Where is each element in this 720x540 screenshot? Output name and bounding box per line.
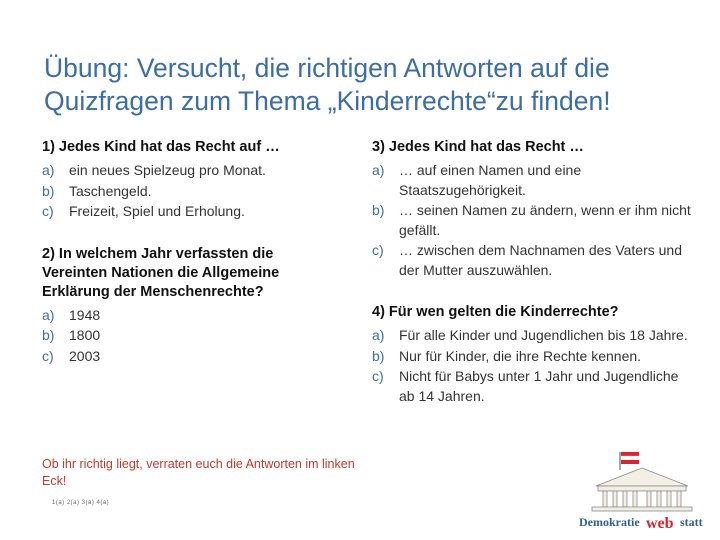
question-2-text: 2) In welchem Jahr verfassten die Vereinten Nationen die Allgemeine Erklärung der Menschenrechte?: [42, 245, 280, 300]
demokratiewebstatt-logo: [576, 446, 714, 536]
option-text: 1948: [69, 306, 101, 323]
option-text: Nicht für Babys unter 1 Jahr und Jugendliche ab 14 Jahren.: [399, 368, 679, 404]
option-text: Für alle Kinder und Jugendlichen bis 18 Jahre.: [399, 327, 688, 343]
option-letter: c): [42, 203, 54, 219]
option-letter: c): [372, 368, 384, 384]
answer-hint-note: Ob ihr richtig liegt, verraten euch die Antworten im linken Eck!: [42, 457, 355, 488]
option-1b: [42, 182, 342, 202]
option-letter: a): [372, 162, 385, 178]
question-3-options: [372, 161, 692, 280]
question-1-options: [42, 161, 342, 222]
option-3a: [372, 161, 692, 200]
option-1c: [42, 202, 342, 222]
slide-title: Übung: Versucht, die richtigen Antworten auf die Quizfragen zum Thema „Kinderrechte“zu finden!: [44, 53, 611, 116]
question-block-2: [42, 245, 342, 367]
option-letter: b): [42, 327, 55, 343]
question-1-text: 1) Jedes Kind hat das Recht auf …: [42, 139, 280, 155]
austrian-flag-icon: [620, 452, 639, 470]
option-letter: c): [372, 242, 384, 258]
option-text: … auf einen Namen und eine Staatszugehörigkeit.: [399, 162, 582, 198]
option-2b: [42, 326, 342, 346]
option-letter: b): [372, 347, 385, 364]
question-3-text: 3) Jedes Kind hat das Recht …: [372, 139, 584, 155]
option-letter: a): [42, 162, 55, 178]
left-column: [42, 138, 342, 367]
answer-key-text: 1(a) 2(a) 3(a) 4(a): [52, 500, 110, 506]
logo-text-left: Demokratie: [579, 515, 640, 529]
option-4c: [372, 367, 692, 406]
option-4b: [372, 347, 692, 367]
option-text: … zwischen dem Nachnamen des Vaters und der Mutter auszuwählen.: [399, 242, 682, 278]
logo-text-right: statt: [680, 515, 703, 529]
question-block-4: [372, 303, 692, 406]
option-letter: c): [42, 347, 54, 364]
option-letter: b): [372, 202, 385, 218]
option-text: 1800: [69, 327, 101, 343]
option-letter: a): [372, 327, 385, 343]
option-3c: [372, 241, 692, 280]
option-text: 2003: [69, 347, 101, 364]
logo-text-mid: web: [646, 515, 674, 532]
option-text: ein neues Spielzeug pro Monat.: [69, 162, 266, 178]
option-text: Nur für Kinder, die ihre Rechte kennen.: [399, 347, 642, 364]
option-3b: [372, 201, 692, 240]
option-letter: b): [42, 182, 55, 199]
question-block-1: [42, 138, 342, 222]
option-4a: [372, 326, 692, 346]
right-column: [372, 138, 692, 407]
option-2a: [42, 306, 342, 326]
option-text: Freizeit, Spiel und Erholung.: [69, 203, 245, 219]
option-text: … seinen Namen zu ändern, wenn er ihm nicht gefällt.: [399, 202, 691, 238]
parliament-building-icon: [592, 468, 692, 511]
question-2-options: [42, 306, 342, 367]
option-1a: [42, 161, 342, 181]
question-4-text: 4) Für wen gelten die Kinderrechte?: [372, 304, 619, 320]
question-4-options: [372, 326, 692, 406]
question-block-3: [372, 138, 692, 280]
option-text: Taschengeld.: [69, 182, 152, 199]
option-2c: [42, 347, 342, 367]
option-letter: a): [42, 306, 55, 323]
